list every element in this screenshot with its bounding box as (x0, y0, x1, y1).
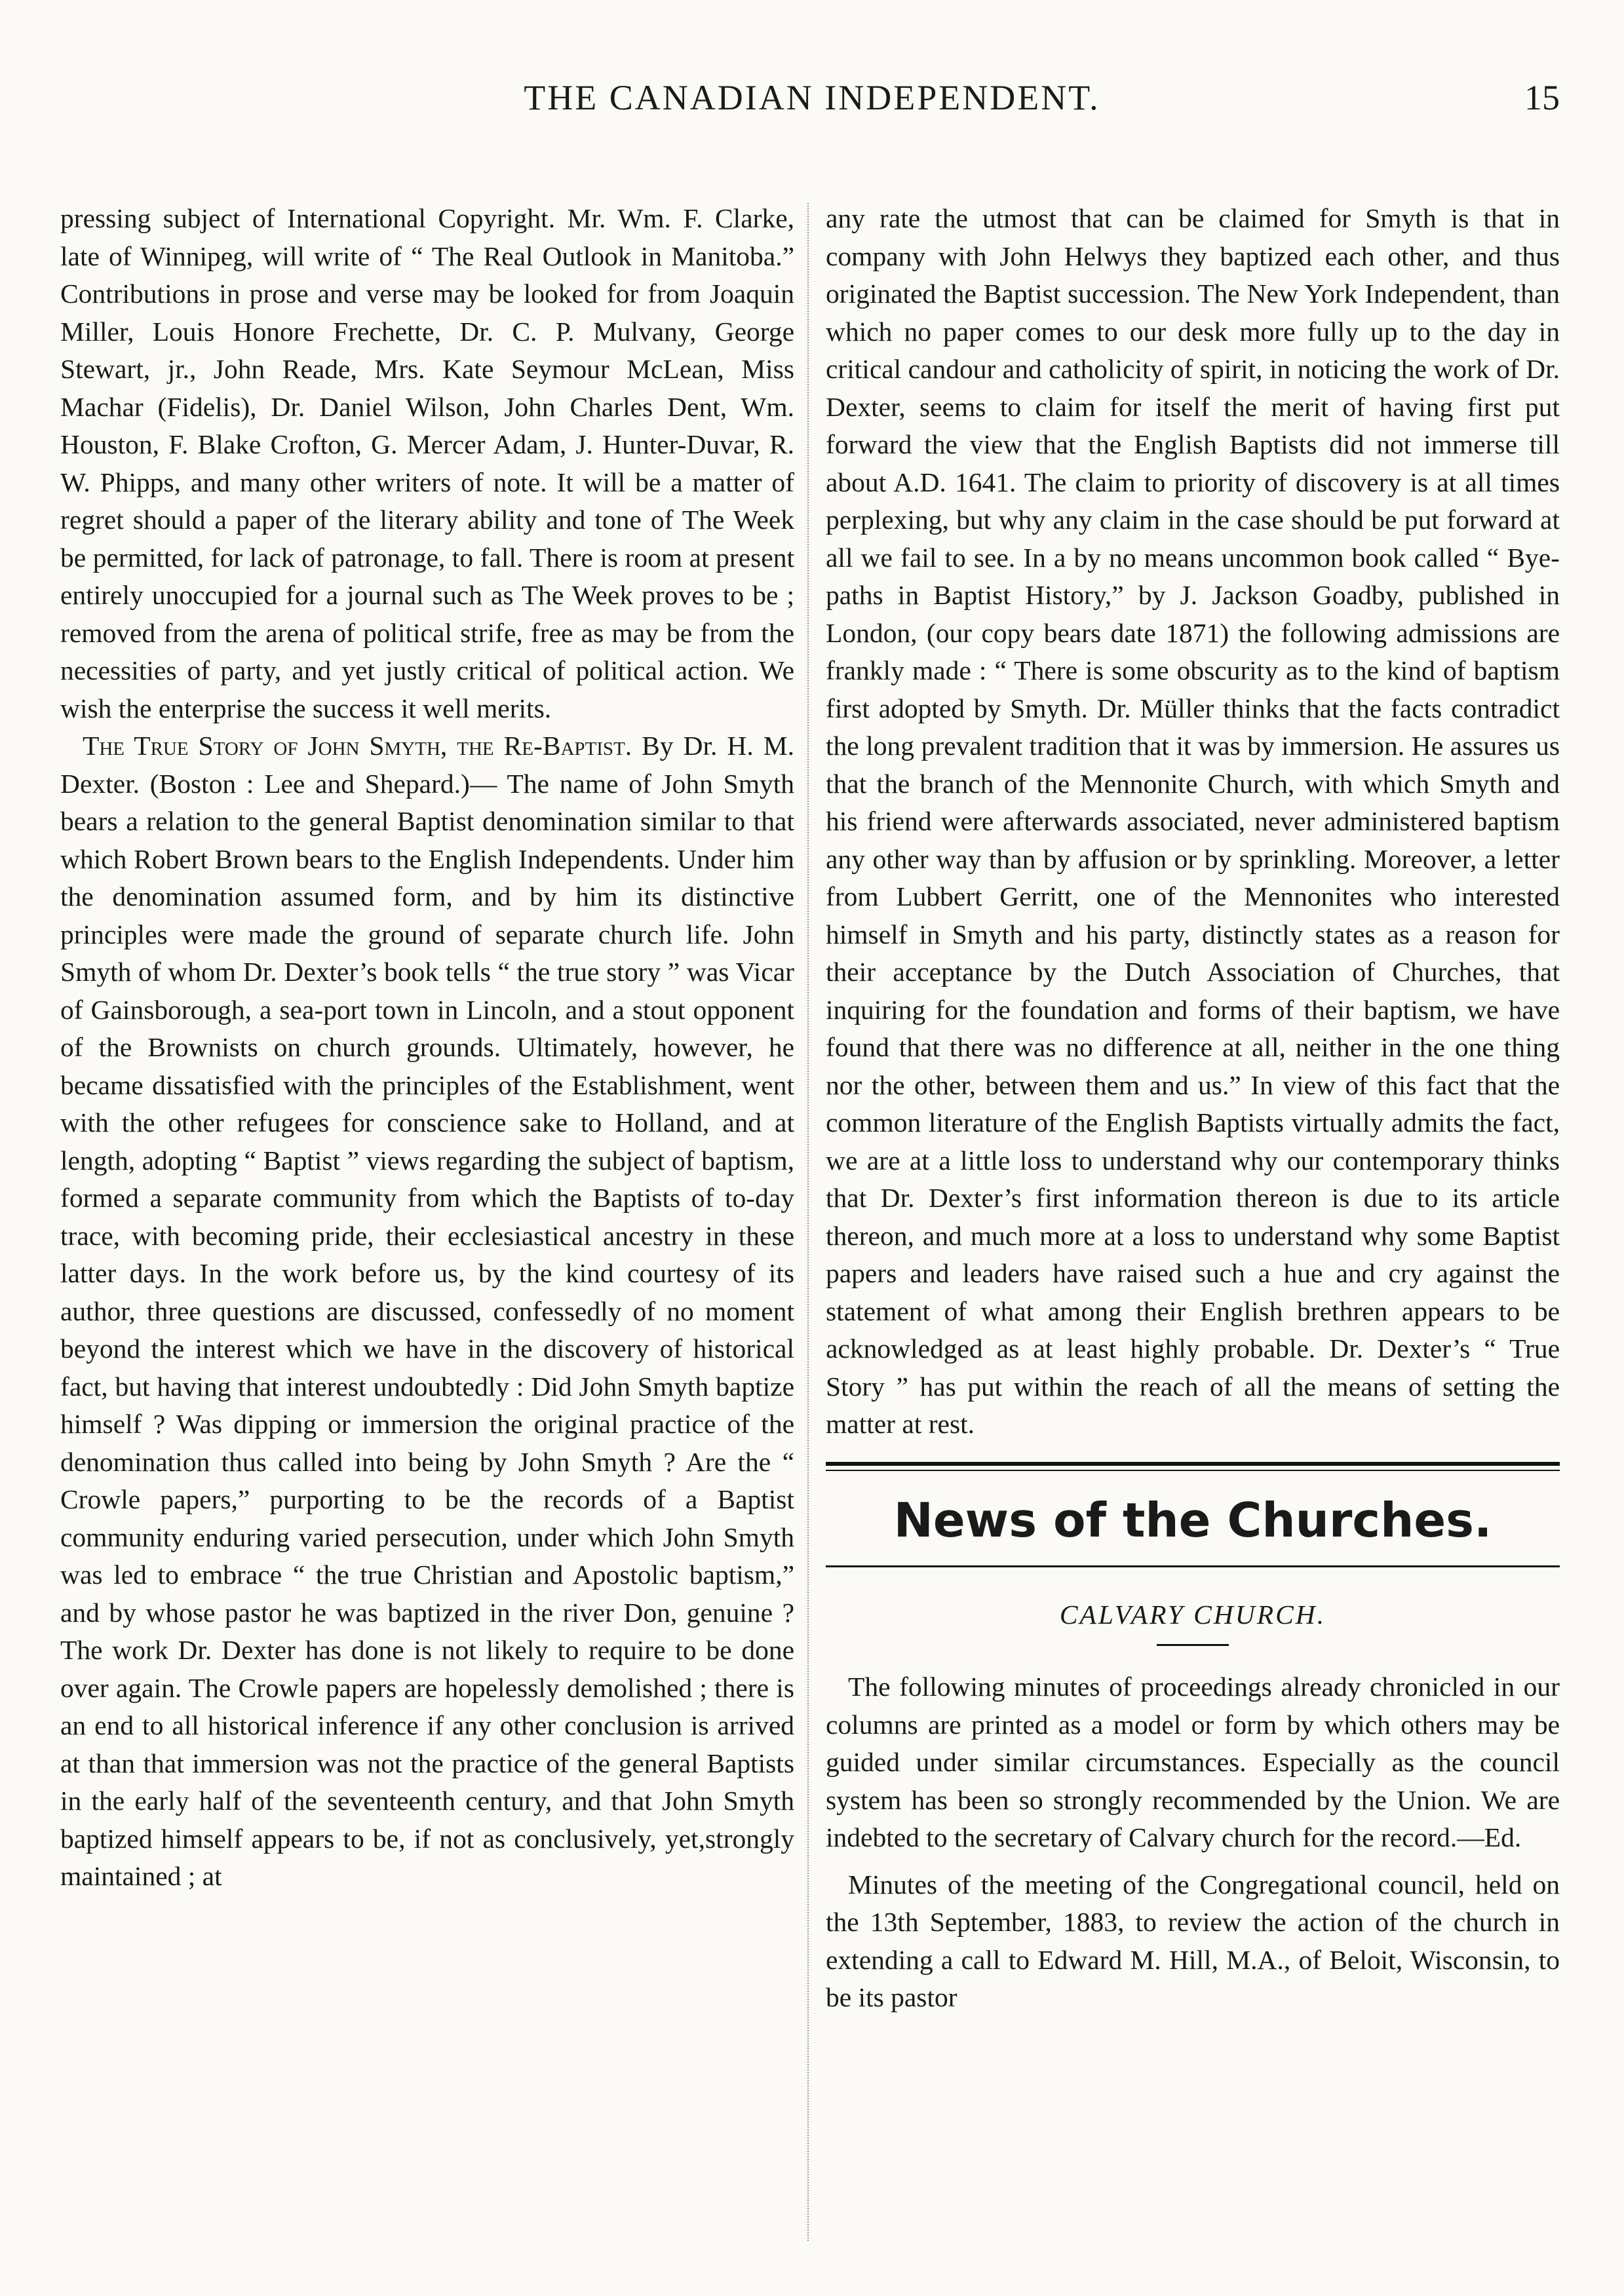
section-rule (826, 1462, 1560, 1471)
review-body: The name of John Smyth bears a relation to the general Baptist denomination similar to that which Robert Brown bears to the English Independents. Under him the denomination assumed form, and by him its distinctive principles were made the ground of separate church life. John Smyth of whom Dr. Dexter’s book tells “ the true story ” was Vicar of Gainsborough, a sea-port town in Lincoln, and a stout opponent of the Brownists on church grounds. Ultimately, however, he became dissatisfied with the principles of the Establishment, went with the other refugees for conscience sake to Holland, and at length, adopting “ Baptist ” views regarding the subject of baptism, formed a separate community from which the Baptists of to-day trace, with becoming pride, their ecclesiastical ancestry in these latter days. In the work before us, by the kind courtesy of its author, three questions are discussed, confessedly of no moment beyond the interest which we have in the discovery of historical fact, but having that interest undoubtedly : Did John Smyth baptize himself ? Was dipping or immersion the original practice of the denomination thus called into being by John Smyth ? Are the “ Crowle papers,” purporting to be the records of a Baptist community enduring varied persecution, under which John Smyth was led to embrace “ the true Christian and Apostolic baptism,” and by whose pastor he was baptized in the river Don, genuine ? The work Dr. Dexter has done is not likely to require to be done over again. The Crowle papers are hopelessly demolished ; there is an end to all historical inference if any other conclusion is arrived at than that immersion was not the practice of the general Baptists in the early half of the seventeenth century, and that John Smyth baptized himself appears to be, if not as conclusively, yet,strongly maintained ; at (60, 768, 795, 1891)
left-column (60, 200, 794, 2270)
minutes-paragraph: Minutes of the meeting of the Congregational council, held on the 13th September, 1883, to review the action of the church in extending a call to Edward M. Hill, M.A., of Beloit, Wisconsin, to be its pastor (826, 1869, 1560, 2012)
intro-paragraph: The following minutes of proceedings already chronicled in our columns are printed as a model or form by which others may be guided under similar circumstances. Especially as the council system has been so strongly recommended by the Union. We are indebted to the secretary of Calvary church for the record.—Ed. (826, 1672, 1560, 1852)
column-divider (807, 203, 809, 2241)
section-title-rule (826, 1565, 1560, 1567)
right-para-continuation: any rate the utmost that can be claimed for Smyth is that in company with John Helwys they baptized each other, and thus originated the Baptist succession. The New York Independent, than which no paper comes to our desk more fully up to the day in critical candour and catholicity of spirit, in noticing the work of Dr. Dexter, seems to claim for itself the merit of having first put forward the view that the English Baptists did not immerse till about A.D. 1641. The claim to priority of discovery is at all times perplexing, but why any claim in the case should be put forward at all we fail to see. In a by no means uncommon book called “ Bye-paths in Baptist History,” by J. Jackson Goadby, published in London, (our copy bears date 1871) the following admissions are frankly made : “ There is some obscurity as to the kind of baptism first adopted by Smyth. Dr. Müller thinks that the facts contradict the long prevalent tradition that it was by immersion. He assures us that the branch of the Mennonite Church, with which Smyth and his friend were afterwards associated, never administered baptism any other way than by affusion or by sprinkling. Moreover, a letter from Lubbert Gerritt, one of the Mennonites who interested himself in Smyth and his party, distinctly states as a reason for their acceptance by the Dutch Association of Churches, that inquiring for the foundation and forms of their baptism, we have found that there was no difference at all, neither in the one thing nor the other, between them and us.” In view of this fact that the common literature of the English Baptists virtually admits the fact, we are at a little loss to understand why our contemporary thinks that Dr. Dexter’s first information thereon is due to its article thereon, and much more at a loss to understand why some Baptist papers and leaders have raised such a hue and cry against the statement of what among their English brethren appears to be acknowledged as at least highly probable. Dr. Dexter’s “ True Story ” has put within the reach of all the means of setting the matter at rest. (826, 203, 1560, 1439)
book-review (60, 727, 794, 1896)
review-citation: By Dr. H. M. Dexter. (Boston : Lee and Shepard.)— (60, 731, 794, 799)
left-para-copyright: pressing subject of International Copyright. Mr. Wm. F. Clarke, late of Winnipeg, will write of “ The Real Outlook in Manitoba.” Contributions in prose and verse may be looked for from Joaquin Miller, Louis Honore Frechette, Dr. C. P. Mulvany, George Stewart, jr., John Reade, Mrs. Kate Seymour McLean, Miss Machar (Fidelis), Dr. Daniel Wilson, John Charles Dent, Wm. Houston, F. Blake Crofton, G. Mercer Adam, J. Hunter-Duvar, R. W. Phipps, and many other writers of note. It will be a matter of regret should a paper of the literary ability and tone of The Week be permitted, for lack of patronage, to fall. There is room at present entirely unoccupied for a journal such as The Week proves to be ; removed from the arena of political strife, free as may be from the necessities of party, and yet justly critical of political action. We wish the enterprise the success it well merits. (60, 203, 794, 723)
subsection-title: CALVARY CHURCH. (1059, 1599, 1326, 1630)
subsection-rule (1157, 1644, 1229, 1646)
review-heading: The True Story of John Smyth, the Re-Baptist. (83, 731, 632, 761)
running-title: THE CANADIAN INDEPENDENT. (524, 78, 1100, 117)
page-header (59, 77, 1565, 136)
right-column (826, 200, 1560, 2270)
page-number: 15 (1524, 78, 1560, 117)
section-title: News of the Churches. (893, 1492, 1492, 1548)
